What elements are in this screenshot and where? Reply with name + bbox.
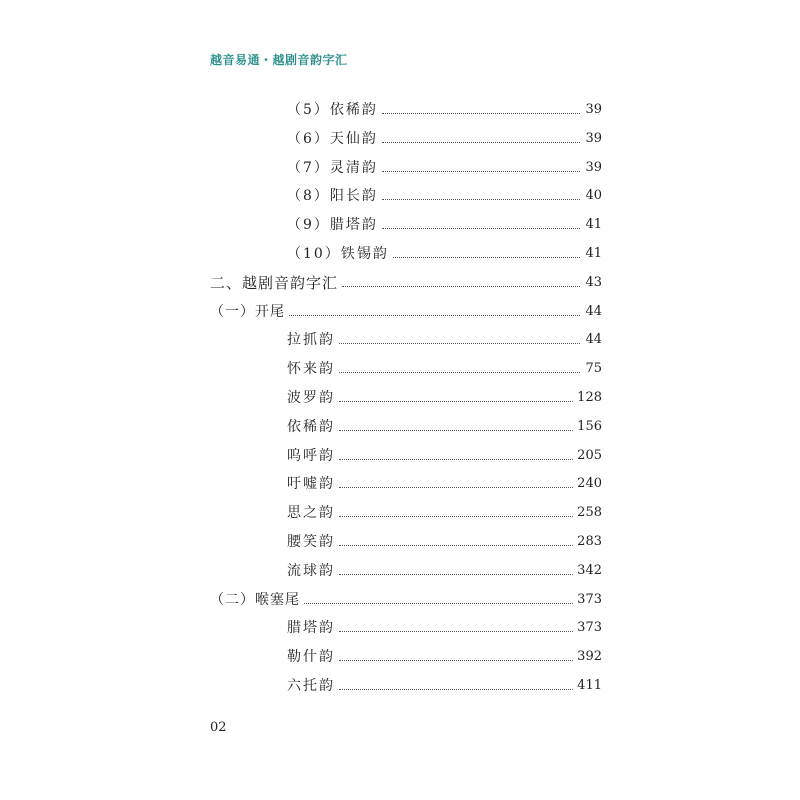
toc-entry-title: 怀来韵 [287,361,335,377]
toc-entry [210,301,602,321]
toc-entry-title: 腊塔韵 [287,620,335,636]
toc-entry-page: 41 [585,245,602,261]
toc-entry-page: 205 [577,447,602,463]
toc-entry [287,329,602,349]
toc-entry [287,387,602,407]
toc-entry-title: 呜呼韵 [287,448,335,464]
toc-entry [287,675,602,695]
toc-entry-page: 41 [585,216,602,232]
toc-entry-title: 吁嘘韵 [287,476,335,492]
toc-entry-page: 39 [585,101,602,117]
toc-entry [287,157,602,177]
toc-entry [287,99,602,119]
toc-entry-page: 283 [577,533,602,549]
dot-leader [339,516,573,517]
dot-leader [339,631,573,632]
toc-entry [287,128,602,148]
toc-entry-title: 勒什韵 [287,649,335,665]
dot-leader [339,660,573,661]
toc-entry-title: （一）开尾 [210,304,285,320]
dot-leader [382,228,580,229]
dot-leader [304,603,573,604]
toc-entry-page: 373 [577,591,602,607]
dot-leader [382,199,580,200]
toc-entry-title: （二）喉塞尾 [210,592,300,608]
toc-entry-title: 依稀韵 [287,419,335,435]
dot-leader [382,113,580,114]
page-number: 02 [210,720,227,735]
dot-leader [339,372,580,373]
toc-entry-title: 拉抓韵 [287,332,335,348]
dot-leader [382,171,580,172]
toc-entry-page: 40 [585,187,602,203]
dot-leader [289,315,580,316]
toc-entry-title: （8）阳长韵 [287,188,378,204]
toc-entry [287,646,602,666]
toc-entry [210,589,602,609]
toc-entry-title: （9）腊塔韵 [287,217,378,233]
toc-entry-page: 411 [577,677,602,693]
dot-leader [339,689,573,690]
toc-entry-page: 373 [577,619,602,635]
toc-entry [287,502,602,522]
toc-entry-page: 39 [585,130,602,146]
toc-entry-title: （6）天仙韵 [287,131,378,147]
dot-leader [339,459,573,460]
toc-entry [287,214,602,234]
toc-entry [287,358,602,378]
toc-entry [287,560,602,580]
toc-entry-title: 波罗韵 [287,390,335,406]
toc-entry-page: 43 [585,274,602,290]
toc-entry-page: 240 [577,475,602,491]
dot-leader [339,430,573,431]
toc-entry-page: 342 [577,562,602,578]
toc-entry [210,272,602,292]
toc-entry-page: 156 [577,418,602,434]
dot-leader [339,487,573,488]
toc-entry-page: 39 [585,159,602,175]
toc-entry-title: （7）灵清韵 [287,160,378,176]
toc-entry-title: 腰笑韵 [287,534,335,550]
toc-entry-page: 392 [577,648,602,664]
toc-entry [287,243,602,263]
toc-entry [287,185,602,205]
toc-entry [287,617,602,637]
toc-entry-page: 44 [585,331,602,347]
toc-entry-title: 二、越剧音韵字汇 [210,273,339,292]
dot-leader [339,574,573,575]
dot-leader [339,545,573,546]
toc-entry-title: （10）铁锡韵 [287,246,389,262]
toc-entry-title: （5）依稀韵 [287,102,378,118]
toc-entry [287,473,602,493]
dot-leader [339,401,573,402]
toc-entry-page: 258 [577,504,602,520]
toc-entry-title: 流球韵 [287,563,335,579]
dot-leader [339,343,580,344]
running-header: 越音易通・越剧音韵字汇 [210,53,348,67]
toc-entry-page: 128 [577,389,602,405]
dot-leader [393,257,580,258]
toc-entry-page: 75 [585,360,602,376]
toc-entry [287,416,602,436]
dot-leader [342,286,580,287]
toc-entry [287,445,602,465]
dot-leader [382,142,580,143]
toc-entry-title: 六托韵 [287,678,335,694]
toc-entry [287,531,602,551]
toc-entry-title: 思之韵 [287,505,335,521]
toc-entry-page: 44 [585,303,602,319]
